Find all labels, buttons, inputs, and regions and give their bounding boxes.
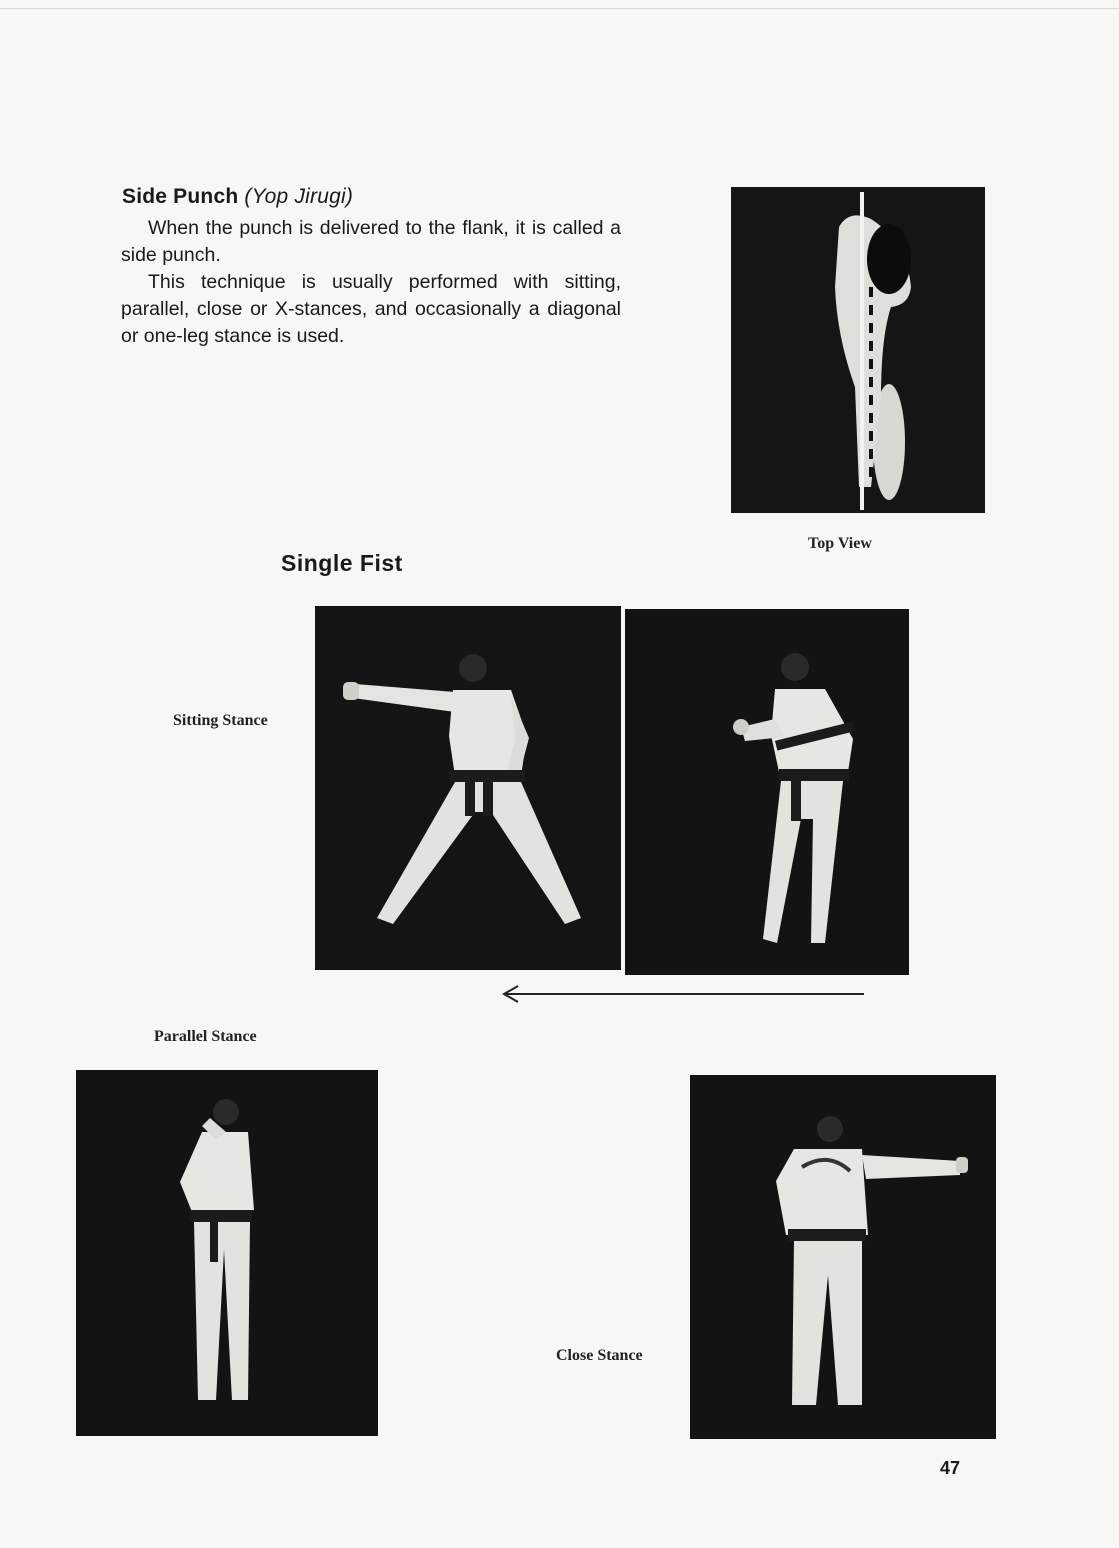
page-number: 47 — [940, 1458, 961, 1478]
paragraph-2: This technique is usually performed with sitting, parallel, close or X-stances, and occasionally a diagonal or one-leg stance is used. — [121, 271, 621, 347]
caption-sitting-stance: Sitting Stance — [173, 712, 268, 729]
body-text — [121, 215, 621, 350]
photo-sitting-stance-side — [625, 609, 909, 975]
photo-top-view — [731, 187, 985, 513]
heading-subtitle: (Yop Jirugi) — [244, 185, 354, 208]
paragraph-1: When the punch is delivered to the flank, it is called a side punch. — [121, 217, 621, 266]
photo-parallel-stance — [76, 1070, 378, 1436]
photo-sitting-stance — [315, 606, 621, 970]
page-top-rule — [0, 8, 1119, 9]
heading-title: Side Punch — [122, 185, 239, 208]
center-line-icon — [860, 192, 864, 510]
photo-close-stance — [690, 1075, 996, 1439]
caption-parallel-stance: Parallel Stance — [154, 1028, 257, 1045]
direction-arrow-icon — [500, 983, 866, 1010]
section-heading — [122, 185, 353, 209]
caption-close-stance: Close Stance — [556, 1347, 643, 1364]
single-fist-title: Single Fist — [281, 550, 403, 576]
caption-top-view: Top View — [808, 535, 872, 552]
